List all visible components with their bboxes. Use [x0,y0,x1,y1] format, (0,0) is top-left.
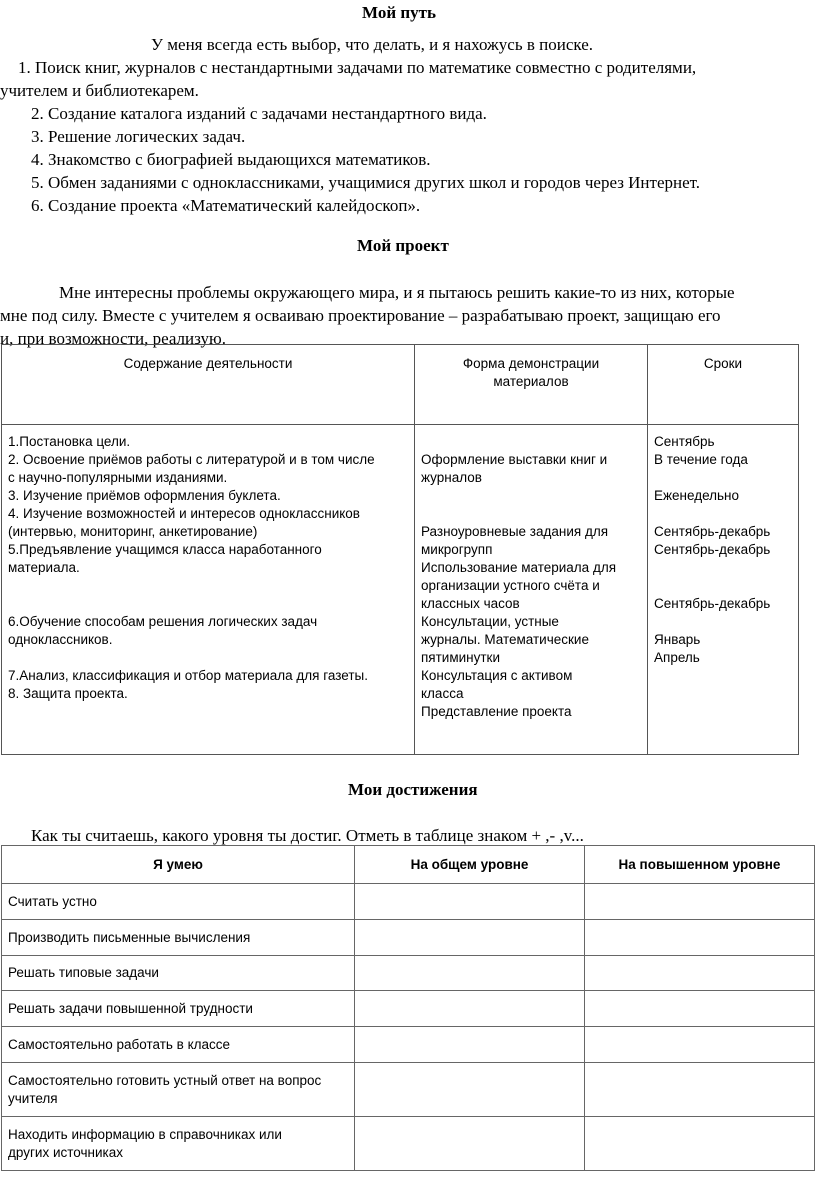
cell-line: 1.Постановка цели. [8,434,131,449]
advanced-level-checkbox-cell[interactable] [585,991,815,1027]
cell-line: 8. Защита проекта. [8,686,128,701]
cell-line: микрогрупп [421,542,493,557]
skill-cell [2,1027,355,1063]
cell-line: 3. Изучение приёмов оформления буклета. [8,488,281,503]
demo-form-cell [415,425,648,755]
cell-line: Представление проекта [421,704,572,719]
cell-line: Консультации, устные [421,614,559,629]
cell-line: 4. Изучение возможностей и интересов одноклассников [8,506,360,521]
general-level-checkbox-cell[interactable] [355,1063,585,1117]
project-paragraph-line: и, при возможности, реализую. [0,329,226,348]
list-item: 3. Решение логических задач. [31,127,246,146]
advanced-level-checkbox-cell[interactable] [585,1063,815,1117]
achievements-table [1,845,815,1171]
cell-line: Еженедельно [654,488,740,503]
skill-cell [2,991,355,1027]
general-level-checkbox-cell[interactable] [355,956,585,991]
skill-cell [2,884,355,920]
skill-cell [2,956,355,991]
general-level-checkbox-cell[interactable] [355,920,585,956]
cell-line [8,577,408,595]
project-paragraph-line: Мне интересны проблемы окружающего мира, и я пытаюсь решить какие-то из них, которые [59,283,735,302]
intro-text: У меня всегда есть выбор, что делать, и я нахожусь в поиске. [151,35,593,54]
cell-line: материала. [8,560,80,575]
advanced-level-checkbox-cell[interactable] [585,1117,815,1171]
cell-line: с научно-популярными изданиями. [8,470,228,485]
cell-line: 5.Предъявление учащимся класса наработанного [8,542,322,557]
cell-line: Использование материала для [421,560,617,575]
cell-line: 6.Обучение способам решения логических задач [8,614,318,629]
cell-line [654,577,792,595]
cell-line [654,505,792,523]
table-row [2,956,815,991]
list-item: 5. Обмен заданиями с одноклассниками, учащимися других школ и городов через Интернет. [31,173,701,192]
advanced-level-checkbox-cell[interactable] [585,920,815,956]
activity-cell [2,425,415,755]
cell-line: 2. Освоение приёмов работы с литературой и в том числе [8,452,375,467]
cell-line: организации устного счёта и [421,578,600,593]
table-row [2,991,815,1027]
cell-line: журналов [421,470,482,485]
table-header: Я умею [2,846,355,884]
section-title-achievements: Мои достижения [348,780,478,799]
skill-cell [2,1117,355,1171]
cell-line: Сентябрь-декабрь [654,542,771,557]
list-item: 2. Создание каталога изданий с задачами нестандартного вида. [31,104,487,123]
cell-line [654,559,792,577]
cell-line: одноклассников. [8,632,113,647]
cell-line: класса [421,686,464,701]
project-table [1,344,799,755]
table-header: Форма демонстрации материалов [415,345,648,425]
cell-line: Сентябрь-декабрь [654,524,771,539]
skill-label: Решать типовые задачи [8,965,159,980]
path-list [31,102,700,217]
cell-line: классных часов [421,596,520,611]
general-level-checkbox-cell[interactable] [355,884,585,920]
cell-line [8,595,408,613]
cell-line: пятиминутки [421,650,501,665]
table-header: Содержание деятельности [2,345,415,425]
cell-line: Сентябрь [654,434,715,449]
skill-label: Производить письменные вычисления [8,929,251,945]
general-level-checkbox-cell[interactable] [355,1027,585,1063]
cell-line: журналы. Математические [421,632,589,647]
section-title-my-project: Мой проект [357,236,449,255]
table-row [2,1063,815,1117]
cell-line: (интервью, мониторинг, анкетирование) [8,524,258,539]
cell-line: Разноуровневые задания для [421,524,609,539]
advanced-level-checkbox-cell[interactable] [585,884,815,920]
cell-line: Январь [654,632,701,647]
table-row [2,920,815,956]
table-header: Сроки [648,345,799,425]
cell-line: В течение года [654,452,748,467]
timing-cell [648,425,799,755]
general-level-checkbox-cell[interactable] [355,991,585,1027]
table-header: На общем уровне [355,846,585,884]
advanced-level-checkbox-cell[interactable] [585,956,815,991]
cell-line: 7.Анализ, классификация и отбор материала для газеты. [8,668,368,683]
list-item: 4. Знакомство с биографией выдающихся математиков. [31,150,431,169]
skill-label: Находить информацию в справочниках или [8,1126,282,1142]
cell-line [421,505,641,523]
skill-label: Решать задачи повышенной трудности [8,1000,253,1016]
skill-cell [2,1063,355,1117]
project-paragraph-line: мне под силу. Вместе с учителем я осваиваю проектирование – разрабатываю проект, защищаю его [0,306,721,325]
cell-line [8,649,408,667]
cell-line: Сентябрь-декабрь [654,596,771,611]
general-level-checkbox-cell[interactable] [355,1117,585,1171]
table-header: На повышенном уровне [585,846,815,884]
list-item: 6. Создание проекта «Математический калейдоскоп». [31,196,421,215]
skill-cell [2,920,355,956]
cell-line [421,487,641,505]
cell-line: Консультация с активом [421,668,573,683]
cell-line [421,433,641,451]
skill-label: Самостоятельно готовить устный ответ на вопрос [8,1072,322,1088]
cell-line: Апрель [654,650,700,665]
advanced-level-checkbox-cell[interactable] [585,1027,815,1063]
section-title-my-path: Мой путь [362,3,437,22]
cell-line [654,613,792,631]
skill-label: учителя [8,1090,58,1106]
skill-label: Считать устно [8,893,97,909]
cell-line: Оформление выставки книг и [421,452,608,467]
table-row [2,1027,815,1063]
table-row [2,1117,815,1171]
achievements-question: Как ты считаешь, какого уровня ты достиг. Отметь в таблице знаком + ,- ,v... [31,826,584,845]
cell-line [654,469,792,487]
table-row [2,884,815,920]
list-item: 1. Поиск книг, журналов с нестандартными задачами по математике совместно с родителями, [18,58,697,77]
skill-label: других источниках [8,1144,123,1160]
skill-label: Самостоятельно работать в классе [8,1036,231,1052]
list-item-continuation: учителем и библиотекарем. [0,81,199,100]
